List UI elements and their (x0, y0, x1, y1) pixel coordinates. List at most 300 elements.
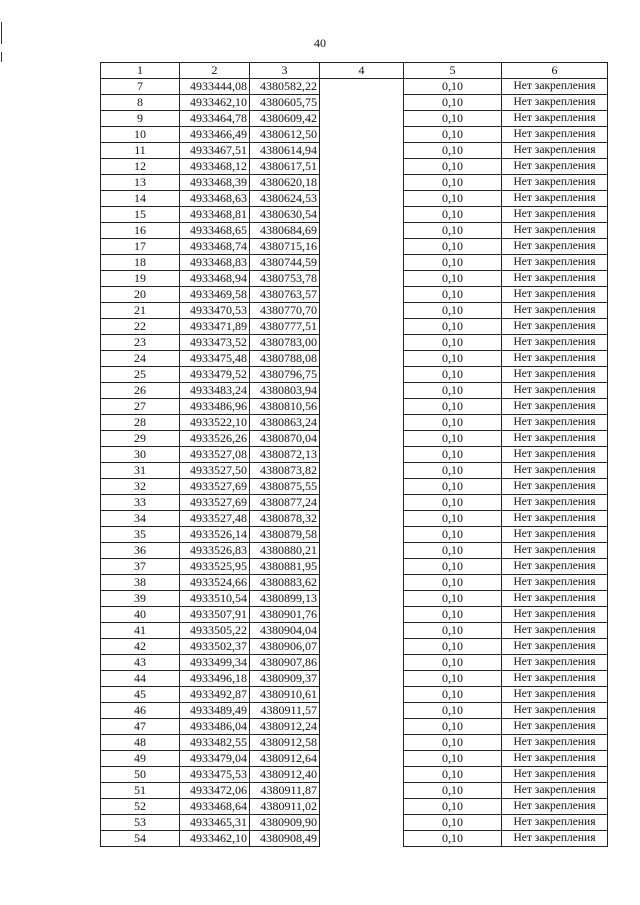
point-number-cell: 50 (101, 767, 180, 783)
point-number-cell: 10 (101, 127, 180, 143)
table-row (101, 655, 608, 671)
point-number-cell: 21 (101, 303, 180, 319)
empty-cell (320, 623, 404, 639)
table-row (101, 815, 608, 831)
y-coordinate-cell: 4380630,54 (250, 207, 320, 223)
table-row (101, 191, 608, 207)
point-number-cell: 22 (101, 319, 180, 335)
fixation-cell: Нет закрепления (502, 511, 608, 527)
accuracy-cell: 0,10 (404, 463, 502, 479)
fixation-cell: Нет закрепления (502, 815, 608, 831)
empty-cell (320, 207, 404, 223)
point-number-cell: 27 (101, 399, 180, 415)
table-row (101, 319, 608, 335)
y-coordinate-cell: 4380901,76 (250, 607, 320, 623)
column-header: 1 (101, 63, 180, 79)
y-coordinate-cell: 4380883,62 (250, 575, 320, 591)
point-number-cell: 46 (101, 703, 180, 719)
y-coordinate-cell: 4380911,87 (250, 783, 320, 799)
empty-cell (320, 751, 404, 767)
empty-cell (320, 271, 404, 287)
x-coordinate-cell: 4933526,26 (180, 431, 250, 447)
point-number-cell: 24 (101, 351, 180, 367)
accuracy-cell: 0,10 (404, 831, 502, 847)
y-coordinate-cell: 4380796,75 (250, 367, 320, 383)
y-coordinate-cell: 4380878,32 (250, 511, 320, 527)
point-number-cell: 54 (101, 831, 180, 847)
accuracy-cell: 0,10 (404, 815, 502, 831)
point-number-cell: 8 (101, 95, 180, 111)
x-coordinate-cell: 4933524,66 (180, 575, 250, 591)
accuracy-cell: 0,10 (404, 639, 502, 655)
fixation-cell: Нет закрепления (502, 271, 608, 287)
fixation-cell: Нет закрепления (502, 735, 608, 751)
accuracy-cell: 0,10 (404, 127, 502, 143)
empty-cell (320, 447, 404, 463)
point-number-cell: 51 (101, 783, 180, 799)
y-coordinate-cell: 4380620,18 (250, 175, 320, 191)
y-coordinate-cell: 4380753,78 (250, 271, 320, 287)
empty-cell (320, 239, 404, 255)
y-coordinate-cell: 4380909,90 (250, 815, 320, 831)
empty-cell (320, 799, 404, 815)
y-coordinate-cell: 4380909,37 (250, 671, 320, 687)
point-number-cell: 19 (101, 271, 180, 287)
y-coordinate-cell: 4380715,16 (250, 239, 320, 255)
fixation-cell: Нет закрепления (502, 319, 608, 335)
fixation-cell: Нет закрепления (502, 367, 608, 383)
table-row (101, 143, 608, 159)
accuracy-cell: 0,10 (404, 351, 502, 367)
accuracy-cell: 0,10 (404, 799, 502, 815)
table-row (101, 735, 608, 751)
fixation-cell: Нет закрепления (502, 479, 608, 495)
accuracy-cell: 0,10 (404, 271, 502, 287)
point-number-cell: 38 (101, 575, 180, 591)
table-row (101, 767, 608, 783)
point-number-cell: 28 (101, 415, 180, 431)
x-coordinate-cell: 4933483,24 (180, 383, 250, 399)
x-coordinate-cell: 4933526,14 (180, 527, 250, 543)
y-coordinate-cell: 4380912,58 (250, 735, 320, 751)
y-coordinate-cell: 4380908,49 (250, 831, 320, 847)
x-coordinate-cell: 4933469,58 (180, 287, 250, 303)
y-coordinate-cell: 4380788,08 (250, 351, 320, 367)
point-number-cell: 14 (101, 191, 180, 207)
accuracy-cell: 0,10 (404, 495, 502, 511)
accuracy-cell: 0,10 (404, 175, 502, 191)
accuracy-cell: 0,10 (404, 95, 502, 111)
y-coordinate-cell: 4380906,07 (250, 639, 320, 655)
x-coordinate-cell: 4933473,52 (180, 335, 250, 351)
x-coordinate-cell: 4933489,49 (180, 703, 250, 719)
point-number-cell: 52 (101, 799, 180, 815)
accuracy-cell: 0,10 (404, 287, 502, 303)
accuracy-cell: 0,10 (404, 687, 502, 703)
empty-cell (320, 95, 404, 111)
table-row (101, 479, 608, 495)
point-number-cell: 20 (101, 287, 180, 303)
y-coordinate-cell: 4380907,86 (250, 655, 320, 671)
empty-cell (320, 143, 404, 159)
x-coordinate-cell: 4933472,06 (180, 783, 250, 799)
point-number-cell: 40 (101, 607, 180, 623)
fixation-cell: Нет закрепления (502, 175, 608, 191)
empty-cell (320, 287, 404, 303)
accuracy-cell: 0,10 (404, 431, 502, 447)
empty-cell (320, 687, 404, 703)
empty-cell (320, 399, 404, 415)
y-coordinate-cell: 4380684,69 (250, 223, 320, 239)
table-row (101, 463, 608, 479)
empty-cell (320, 255, 404, 271)
x-coordinate-cell: 4933499,34 (180, 655, 250, 671)
x-coordinate-cell: 4933527,08 (180, 447, 250, 463)
empty-cell (320, 223, 404, 239)
table-row (101, 223, 608, 239)
fixation-cell: Нет закрепления (502, 447, 608, 463)
x-coordinate-cell: 4933462,10 (180, 831, 250, 847)
empty-cell (320, 367, 404, 383)
accuracy-cell: 0,10 (404, 783, 502, 799)
x-coordinate-cell: 4933525,95 (180, 559, 250, 575)
point-number-cell: 16 (101, 223, 180, 239)
y-coordinate-cell: 4380910,61 (250, 687, 320, 703)
x-coordinate-cell: 4933479,04 (180, 751, 250, 767)
table-row (101, 239, 608, 255)
fixation-cell: Нет закрепления (502, 559, 608, 575)
table-row (101, 415, 608, 431)
table-row (101, 159, 608, 175)
accuracy-cell: 0,10 (404, 447, 502, 463)
empty-cell (320, 319, 404, 335)
fixation-cell: Нет закрепления (502, 527, 608, 543)
x-coordinate-cell: 4933522,10 (180, 415, 250, 431)
point-number-cell: 49 (101, 751, 180, 767)
accuracy-cell: 0,10 (404, 655, 502, 671)
table-row (101, 367, 608, 383)
x-coordinate-cell: 4933466,49 (180, 127, 250, 143)
point-number-cell: 32 (101, 479, 180, 495)
table-row (101, 783, 608, 799)
y-coordinate-cell: 4380763,57 (250, 287, 320, 303)
x-coordinate-cell: 4933496,18 (180, 671, 250, 687)
empty-cell (320, 335, 404, 351)
x-coordinate-cell: 4933468,74 (180, 239, 250, 255)
point-number-cell: 34 (101, 511, 180, 527)
table-row (101, 271, 608, 287)
empty-cell (320, 175, 404, 191)
y-coordinate-cell: 4380912,24 (250, 719, 320, 735)
table-row (101, 719, 608, 735)
x-coordinate-cell: 4933468,94 (180, 271, 250, 287)
fixation-cell: Нет закрепления (502, 159, 608, 175)
table-row (101, 127, 608, 143)
fixation-cell: Нет закрепления (502, 543, 608, 559)
point-number-cell: 43 (101, 655, 180, 671)
fixation-cell: Нет закрепления (502, 335, 608, 351)
point-number-cell: 47 (101, 719, 180, 735)
table-row (101, 255, 608, 271)
empty-cell (320, 831, 404, 847)
x-coordinate-cell: 4933468,12 (180, 159, 250, 175)
point-number-cell: 18 (101, 255, 180, 271)
accuracy-cell: 0,10 (404, 399, 502, 415)
accuracy-cell: 0,10 (404, 591, 502, 607)
point-number-cell: 39 (101, 591, 180, 607)
accuracy-cell: 0,10 (404, 543, 502, 559)
column-header: 2 (180, 63, 250, 79)
fixation-cell: Нет закрепления (502, 415, 608, 431)
fixation-cell: Нет закрепления (502, 607, 608, 623)
accuracy-cell: 0,10 (404, 479, 502, 495)
fixation-cell: Нет закрепления (502, 751, 608, 767)
empty-cell (320, 495, 404, 511)
point-number-cell: 42 (101, 639, 180, 655)
fixation-cell: Нет закрепления (502, 671, 608, 687)
accuracy-cell: 0,10 (404, 623, 502, 639)
table-row (101, 207, 608, 223)
fixation-cell: Нет закрепления (502, 799, 608, 815)
accuracy-cell: 0,10 (404, 223, 502, 239)
y-coordinate-cell: 4380777,51 (250, 319, 320, 335)
empty-cell (320, 191, 404, 207)
y-coordinate-cell: 4380912,64 (250, 751, 320, 767)
empty-cell (320, 575, 404, 591)
y-coordinate-cell: 4380911,57 (250, 703, 320, 719)
fixation-cell: Нет закрепления (502, 127, 608, 143)
column-header: 3 (250, 63, 320, 79)
y-coordinate-cell: 4380912,40 (250, 767, 320, 783)
empty-cell (320, 543, 404, 559)
y-coordinate-cell: 4380582,22 (250, 79, 320, 95)
fixation-cell: Нет закрепления (502, 463, 608, 479)
column-header: 6 (502, 63, 608, 79)
fixation-cell: Нет закрепления (502, 767, 608, 783)
coordinates-table (100, 62, 608, 847)
point-number-cell: 25 (101, 367, 180, 383)
table-row (101, 751, 608, 767)
x-coordinate-cell: 4933486,04 (180, 719, 250, 735)
x-coordinate-cell: 4933462,10 (180, 95, 250, 111)
accuracy-cell: 0,10 (404, 671, 502, 687)
point-number-cell: 44 (101, 671, 180, 687)
y-coordinate-cell: 4380904,04 (250, 623, 320, 639)
point-number-cell: 41 (101, 623, 180, 639)
x-coordinate-cell: 4933486,96 (180, 399, 250, 415)
x-coordinate-cell: 4933526,83 (180, 543, 250, 559)
accuracy-cell: 0,10 (404, 511, 502, 527)
point-number-cell: 9 (101, 111, 180, 127)
x-coordinate-cell: 4933475,48 (180, 351, 250, 367)
empty-cell (320, 511, 404, 527)
accuracy-cell: 0,10 (404, 719, 502, 735)
x-coordinate-cell: 4933507,91 (180, 607, 250, 623)
x-coordinate-cell: 4933468,39 (180, 175, 250, 191)
table-row (101, 111, 608, 127)
fixation-cell: Нет закрепления (502, 591, 608, 607)
table-header-row (101, 63, 608, 79)
accuracy-cell: 0,10 (404, 303, 502, 319)
table-row (101, 351, 608, 367)
y-coordinate-cell: 4380873,82 (250, 463, 320, 479)
x-coordinate-cell: 4933464,78 (180, 111, 250, 127)
table-row (101, 623, 608, 639)
empty-cell (320, 639, 404, 655)
table-row (101, 303, 608, 319)
accuracy-cell: 0,10 (404, 111, 502, 127)
y-coordinate-cell: 4380877,24 (250, 495, 320, 511)
fixation-cell: Нет закрепления (502, 639, 608, 655)
empty-cell (320, 815, 404, 831)
accuracy-cell: 0,10 (404, 415, 502, 431)
fixation-cell: Нет закрепления (502, 431, 608, 447)
x-coordinate-cell: 4933510,54 (180, 591, 250, 607)
fixation-cell: Нет закрепления (502, 575, 608, 591)
empty-cell (320, 111, 404, 127)
empty-cell (320, 591, 404, 607)
fixation-cell: Нет закрепления (502, 399, 608, 415)
x-coordinate-cell: 4933492,87 (180, 687, 250, 703)
table-row (101, 671, 608, 687)
fixation-cell: Нет закрепления (502, 623, 608, 639)
y-coordinate-cell: 4380872,13 (250, 447, 320, 463)
y-coordinate-cell: 4380770,70 (250, 303, 320, 319)
table-row (101, 607, 608, 623)
y-coordinate-cell: 4380870,04 (250, 431, 320, 447)
x-coordinate-cell: 4933465,31 (180, 815, 250, 831)
y-coordinate-cell: 4380744,59 (250, 255, 320, 271)
fixation-cell: Нет закрепления (502, 239, 608, 255)
empty-cell (320, 783, 404, 799)
accuracy-cell: 0,10 (404, 159, 502, 175)
empty-cell (320, 463, 404, 479)
point-number-cell: 48 (101, 735, 180, 751)
fixation-cell: Нет закрепления (502, 255, 608, 271)
accuracy-cell: 0,10 (404, 335, 502, 351)
accuracy-cell: 0,10 (404, 735, 502, 751)
point-number-cell: 53 (101, 815, 180, 831)
fixation-cell: Нет закрепления (502, 351, 608, 367)
x-coordinate-cell: 4933468,65 (180, 223, 250, 239)
accuracy-cell: 0,10 (404, 191, 502, 207)
fixation-cell: Нет закрепления (502, 719, 608, 735)
accuracy-cell: 0,10 (404, 367, 502, 383)
x-coordinate-cell: 4933527,50 (180, 463, 250, 479)
x-coordinate-cell: 4933468,81 (180, 207, 250, 223)
accuracy-cell: 0,10 (404, 527, 502, 543)
x-coordinate-cell: 4933471,89 (180, 319, 250, 335)
column-header: 5 (404, 63, 502, 79)
x-coordinate-cell: 4933527,48 (180, 511, 250, 527)
table-body (101, 79, 608, 847)
fixation-cell: Нет закрепления (502, 79, 608, 95)
empty-cell (320, 527, 404, 543)
y-coordinate-cell: 4380624,53 (250, 191, 320, 207)
x-coordinate-cell: 4933470,53 (180, 303, 250, 319)
point-number-cell: 33 (101, 495, 180, 511)
table-row (101, 639, 608, 655)
fixation-cell: Нет закрепления (502, 687, 608, 703)
accuracy-cell: 0,10 (404, 143, 502, 159)
accuracy-cell: 0,10 (404, 607, 502, 623)
y-coordinate-cell: 4380617,51 (250, 159, 320, 175)
fixation-cell: Нет закрепления (502, 783, 608, 799)
empty-cell (320, 431, 404, 447)
y-coordinate-cell: 4380810,56 (250, 399, 320, 415)
y-coordinate-cell: 4380881,95 (250, 559, 320, 575)
point-number-cell: 36 (101, 543, 180, 559)
page-number: 40 (314, 36, 326, 50)
point-number-cell: 30 (101, 447, 180, 463)
empty-cell (320, 703, 404, 719)
x-coordinate-cell: 4933468,63 (180, 191, 250, 207)
fixation-cell: Нет закрепления (502, 143, 608, 159)
accuracy-cell: 0,10 (404, 767, 502, 783)
accuracy-cell: 0,10 (404, 559, 502, 575)
empty-cell (320, 351, 404, 367)
table-row (101, 175, 608, 191)
empty-cell (320, 383, 404, 399)
table-row (101, 703, 608, 719)
accuracy-cell: 0,10 (404, 79, 502, 95)
empty-cell (320, 415, 404, 431)
y-coordinate-cell: 4380609,42 (250, 111, 320, 127)
empty-cell (320, 607, 404, 623)
x-coordinate-cell: 4933527,69 (180, 495, 250, 511)
table-row (101, 543, 608, 559)
fixation-cell: Нет закрепления (502, 223, 608, 239)
fixation-cell: Нет закрепления (502, 111, 608, 127)
empty-cell (320, 655, 404, 671)
empty-cell (320, 79, 404, 95)
fixation-cell: Нет закрепления (502, 655, 608, 671)
point-number-cell: 23 (101, 335, 180, 351)
y-coordinate-cell: 4380899,13 (250, 591, 320, 607)
y-coordinate-cell: 4380614,94 (250, 143, 320, 159)
table-row (101, 447, 608, 463)
table-row (101, 399, 608, 415)
accuracy-cell: 0,10 (404, 319, 502, 335)
y-coordinate-cell: 4380605,75 (250, 95, 320, 111)
table-row (101, 559, 608, 575)
table-row (101, 527, 608, 543)
x-coordinate-cell: 4933502,37 (180, 639, 250, 655)
accuracy-cell: 0,10 (404, 383, 502, 399)
table-row (101, 383, 608, 399)
point-number-cell: 13 (101, 175, 180, 191)
table-row (101, 495, 608, 511)
accuracy-cell: 0,10 (404, 239, 502, 255)
y-coordinate-cell: 4380880,21 (250, 543, 320, 559)
x-coordinate-cell: 4933505,22 (180, 623, 250, 639)
x-coordinate-cell: 4933444,08 (180, 79, 250, 95)
x-coordinate-cell: 4933527,69 (180, 479, 250, 495)
y-coordinate-cell: 4380783,00 (250, 335, 320, 351)
table-row (101, 591, 608, 607)
accuracy-cell: 0,10 (404, 207, 502, 223)
accuracy-cell: 0,10 (404, 703, 502, 719)
accuracy-cell: 0,10 (404, 575, 502, 591)
table-row (101, 575, 608, 591)
y-coordinate-cell: 4380911,02 (250, 799, 320, 815)
fixation-cell: Нет закрепления (502, 303, 608, 319)
table-row (101, 431, 608, 447)
y-coordinate-cell: 4380612,50 (250, 127, 320, 143)
x-coordinate-cell: 4933467,51 (180, 143, 250, 159)
point-number-cell: 29 (101, 431, 180, 447)
point-number-cell: 11 (101, 143, 180, 159)
